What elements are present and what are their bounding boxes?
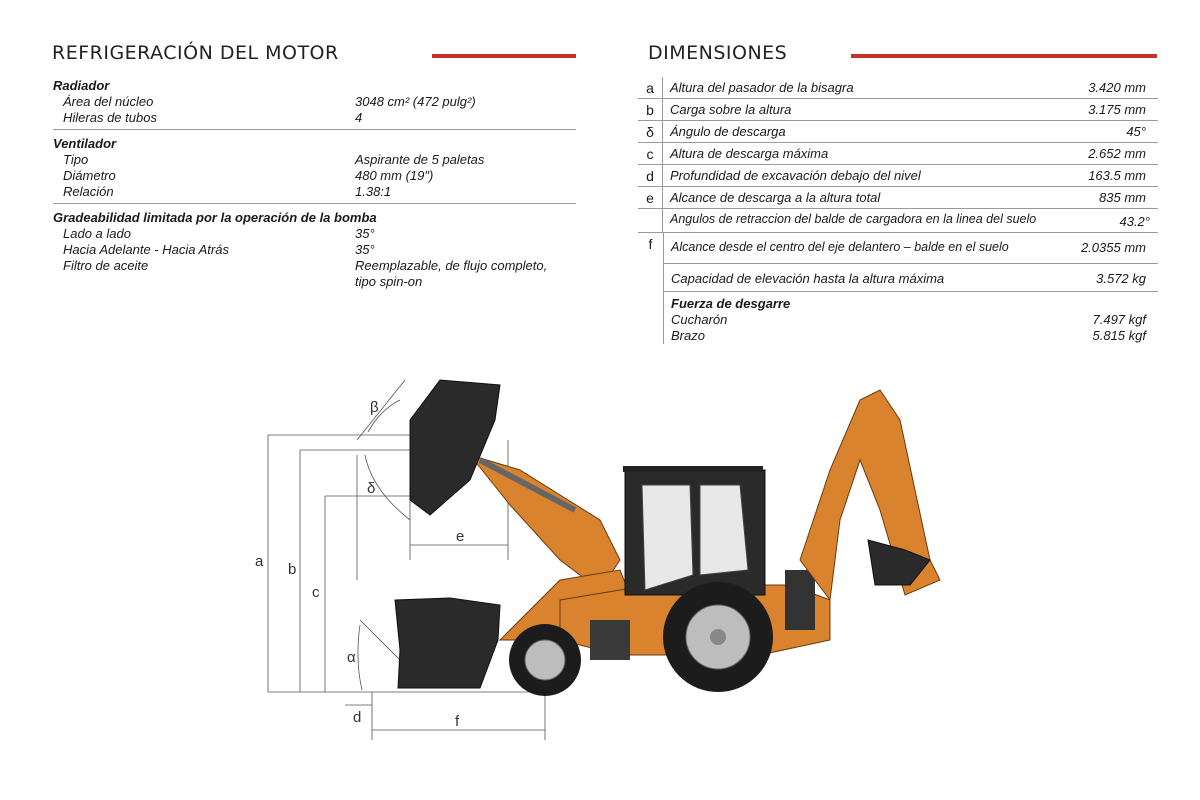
dimensions-table <box>638 77 1158 344</box>
spec-label: Hacia Adelante - Hacia Atrás <box>63 242 229 257</box>
cab-window-side <box>700 485 748 575</box>
label-e: e <box>456 528 465 545</box>
breakout-label: Brazo <box>671 328 705 343</box>
dim-value: 3.175 mm <box>1088 102 1146 117</box>
dim-label: Profundidad de excavación debajo del nivel <box>670 168 921 183</box>
dim-letter: b <box>638 99 663 120</box>
table-row <box>638 264 1158 292</box>
spec-value: tipo spin-on <box>355 274 423 289</box>
dim-value: 2.652 mm <box>1088 146 1146 161</box>
cab <box>625 470 765 595</box>
dim-letter: δ <box>638 121 663 142</box>
dim-value: 163.5 mm <box>1088 168 1146 183</box>
spec-value: Aspirante de 5 paletas <box>355 152 485 167</box>
alpha-ray <box>360 620 400 660</box>
spec-row <box>53 168 576 184</box>
beta-ray <box>357 380 405 440</box>
backhoe-bucket <box>868 540 930 585</box>
dim-letter: f <box>648 236 653 252</box>
table-row <box>638 165 1158 187</box>
table-row <box>638 187 1158 209</box>
dim-label: Altura de descarga máxima <box>670 146 829 161</box>
spec-row <box>53 184 576 200</box>
rear-wheel-hub <box>686 605 750 669</box>
spec-label: Área del núcleo <box>63 94 154 109</box>
label-c: c <box>312 584 320 601</box>
loader-arm-raised <box>470 455 620 590</box>
label-alpha: α <box>347 649 356 666</box>
breakout-label: Cucharón <box>671 312 728 327</box>
lift-cylinder <box>480 460 575 510</box>
label-f: f <box>455 713 460 730</box>
spec-row <box>53 226 576 242</box>
alpha-arc <box>358 625 362 690</box>
dim-value: 2.0355 mm <box>1080 240 1146 255</box>
cooling-spec-list <box>53 78 576 299</box>
spec-value: 3048 cm² (472 pulg²) <box>355 94 476 109</box>
spec-row <box>53 274 576 290</box>
bucket-raised <box>410 380 500 515</box>
dim-letter: d <box>638 165 663 186</box>
dim-label: Alcance desde el centro del eje delantero – balde en el suelo <box>671 240 1009 254</box>
group-header: Radiador <box>53 78 110 93</box>
dim-letter: e <box>638 187 663 208</box>
spec-value: 4 <box>355 110 363 125</box>
front-wheel <box>509 624 581 696</box>
spec-value: 35° <box>355 226 375 241</box>
spec-row <box>53 258 576 274</box>
dimensions-section-title: DIMENSIONES <box>648 42 788 64</box>
delta-arc <box>365 455 410 520</box>
breakout-header: Fuerza de desgarre <box>671 296 791 311</box>
rear-wheel <box>663 582 773 692</box>
table-row <box>638 233 1158 264</box>
front-wheel-hub <box>525 640 565 680</box>
label-a: a <box>255 553 264 570</box>
radiator-group <box>53 78 576 130</box>
backhoe-loader-illustration <box>395 380 940 696</box>
gradeability-group <box>53 210 576 293</box>
dim-label: Alcance de descarga a la altura total <box>670 190 881 205</box>
dim-letter <box>638 209 663 232</box>
backhoe-boom <box>800 390 940 600</box>
label-b: b <box>288 561 297 578</box>
step-ladder <box>785 570 815 630</box>
cab-roof <box>623 466 763 472</box>
spec-value: 480 mm (19") <box>355 168 434 183</box>
group-header: Gradeabilidad limitada por la operación de la bomba <box>53 210 377 225</box>
fan-group <box>53 136 576 204</box>
spec-value: 1.38:1 <box>355 184 392 199</box>
breakout-value: 5.815 kgf <box>1092 328 1146 343</box>
cab-window-front <box>642 485 693 590</box>
spec-label: Hileras de tubos <box>63 110 157 125</box>
spec-value: 35° <box>355 242 375 257</box>
dimension-lines <box>268 380 545 740</box>
spec-row <box>53 152 576 168</box>
breakout-value: 7.497 kgf <box>1092 312 1146 327</box>
spec-label: Filtro de aceite <box>63 258 149 273</box>
table-row <box>638 209 1158 233</box>
dim-label: Capacidad de elevación hasta la altura máxima <box>671 271 945 286</box>
group-header: Ventilador <box>53 136 117 151</box>
dim-value: 3.572 kg <box>1096 271 1146 286</box>
spec-label: Lado a lado <box>63 226 131 241</box>
beta-arc <box>368 400 400 432</box>
spec-label: Tipo <box>63 152 89 167</box>
dim-label: Carga sobre la altura <box>670 102 792 117</box>
table-row <box>638 143 1158 165</box>
dim-letter <box>638 264 663 292</box>
engine-block <box>590 620 630 660</box>
dim-label: Angulos de retraccion del balde de cargadora en la linea del suelo <box>670 212 1037 226</box>
spec-label: Diámetro <box>63 168 116 183</box>
dim-value: 43.2° <box>1119 214 1150 229</box>
label-d: d <box>353 709 362 726</box>
dim-value: 45° <box>1126 124 1146 139</box>
bucket-lowered <box>395 598 500 688</box>
breakout-item <box>671 312 1146 328</box>
dim-label: Altura del pasador de la bisagra <box>670 80 854 95</box>
dim-letter: c <box>638 143 663 164</box>
dim-value: 3.420 mm <box>1088 80 1146 95</box>
breakout-force-row <box>638 292 1158 344</box>
spec-label: Relación <box>63 184 114 199</box>
loader-arm-lowered <box>500 570 640 640</box>
spec-value: Reemplazable, de flujo completo, <box>355 258 548 273</box>
dim-label: Ángulo de descarga <box>670 124 786 139</box>
chassis <box>560 585 830 655</box>
cooling-title-underline <box>432 54 576 58</box>
spec-row <box>53 242 576 258</box>
cooling-section-title: REFRIGERACIÓN DEL MOTOR <box>52 42 339 64</box>
label-delta: δ <box>367 480 376 497</box>
dim-value: 835 mm <box>1099 190 1146 205</box>
dim-letter: a <box>638 77 663 98</box>
dimensions-title-underline <box>851 54 1157 58</box>
rear-wheel-center <box>710 629 726 645</box>
table-row <box>638 121 1158 143</box>
spec-row <box>53 110 576 126</box>
label-beta: β <box>370 399 379 416</box>
table-row <box>638 77 1158 99</box>
table-row <box>638 99 1158 121</box>
breakout-item <box>671 328 1146 344</box>
spec-row <box>53 94 576 110</box>
